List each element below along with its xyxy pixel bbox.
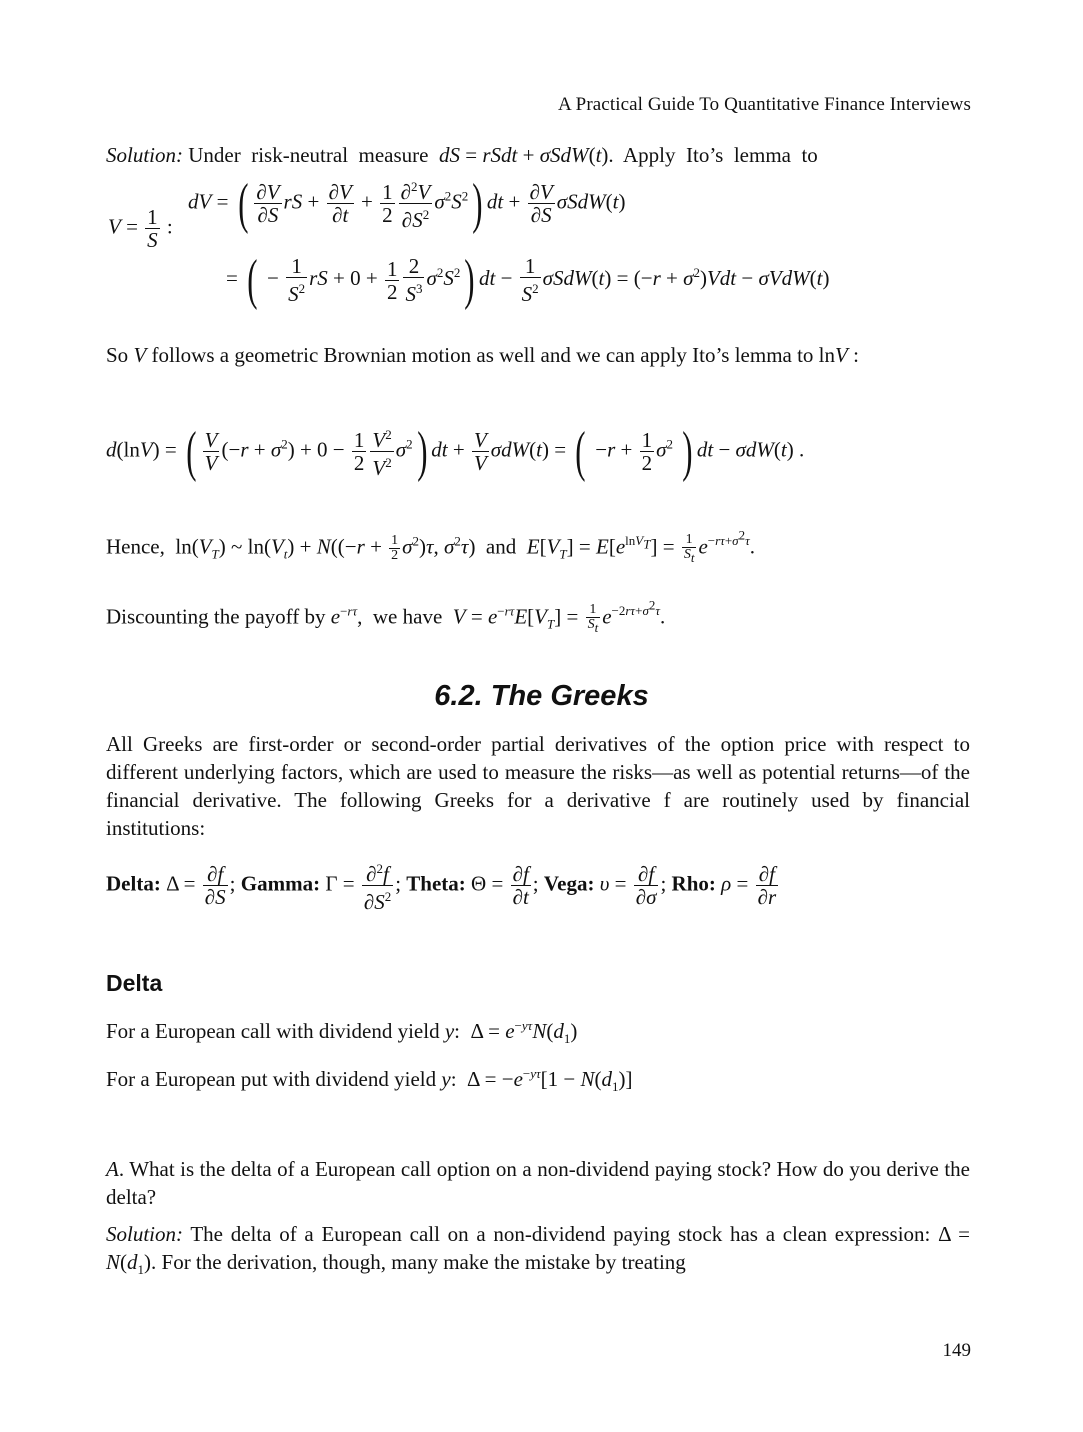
theta-label: Theta: bbox=[406, 871, 466, 896]
delta-label: Delta: bbox=[106, 871, 161, 896]
running-header: A Practical Guide To Quantitative Finance Interviews bbox=[558, 94, 971, 115]
ito-equation-line-2: = ( − $\frac{1}{S^2}$ rS + 0 + $\frac{1}{2}$ $\frac{2}{S^3}$ $\sigma^2S^2$) dt − $\frac{1}{S^2}$ $\sigma SdW(t) = (-r + \sigma^2)Vdt - \sigma VdW(t)$ bbox=[226, 249, 830, 311]
page-number: 149 bbox=[942, 1340, 971, 1361]
delta-call-line: For a European call with dividend yield y: $\Delta = e^{-y\tau}N(d_1)$ bbox=[106, 1018, 578, 1047]
discount-line: Discounting the payoff by $e^{-r\tau}$, we have $V = e^{-r\tau}E[V_T]$ = $\frac{1}{S_t}$ $e^{-2r\tau+\sigma^2\tau}$. bbox=[106, 598, 666, 635]
hence-line: Hence, $\ln(V_T)$ ~ $\ln(V_t) + N((-r$ + $\frac{1}{2}$ $\sigma^2)\tau$, $\sigma^2\tau$) and $E[V_T] = E[e^{lnV_T}]$ = $\frac{1}{S_t}$ $e^{-r\tau+\sigma^2\tau}$. bbox=[106, 528, 755, 565]
question-a: A. What is the delta of a European call option on a non-dividend paying stock? How do you derive the delta? bbox=[106, 1157, 970, 1209]
greeks-intro: All Greeks are first-order or second-order partial derivatives of the option price with respect to different underlying factors, which are used to measure the risks—as well as potential returns—of the financial derivative. The following Greeks for a derivative f are routinely used by financial institutions: bbox=[106, 732, 970, 840]
solution-label: Solution: bbox=[106, 143, 183, 167]
solution-a-label: Solution: bbox=[106, 1222, 183, 1246]
ito-equation-line-1: dV = ( $\frac{\partial V}{\partial S}$ rS + $\frac{\partial V}{\partial t}$ + $\frac{1}{2}$ $\frac{\partial^2V}{\partial S^2}$ $\sigma^2S^2$) dt + $\frac{\partial V}{\partial S}$ σSdW(t) bbox=[188, 172, 626, 235]
vega-label: Vega: bbox=[543, 871, 595, 896]
solution-a: Solution: The delta of a European call on a non-dividend paying stock has a clean expression: $\Delta = N(d_1)$. For the derivation, though, many make the mistake by treating bbox=[106, 1222, 970, 1278]
section-title: 6.2. The Greeks bbox=[434, 680, 649, 712]
v-definition: V = $\frac{1}{S}$ : bbox=[108, 205, 173, 252]
gamma-label: Gamma: bbox=[240, 871, 321, 896]
rho-label: Rho: bbox=[671, 871, 716, 896]
hence-label: Hence, bbox=[106, 534, 165, 559]
delta-put-line: For a European put with dividend yield y: $\Delta = -e^{-y\tau}[1 - N(d_1)]$ bbox=[106, 1066, 633, 1095]
greeks-definitions: Delta: Δ = $\frac{\partial f}{\partial S}$ ; Gamma: Γ = $\frac{\partial^2f}{\partial S^2}$ ; Theta: Θ = $\frac{\partial f}{\partial t}$ ; Vega: υ = $\frac{\partial f}{\partial\sigma}$ ; Rho: ρ = $\frac{\partial f}{\partial r}$ bbox=[106, 858, 780, 913]
solution-intro: Solution: Under risk-neutral measure dS = rSdt + σSdW(t). Apply Ito’s lemma to bbox=[106, 143, 818, 167]
dlnv-equation: d(lnV) = ( $\frac{V}{V}$ $(-r + \sigma^2) + 0$ − $\frac{1}{2}$ $\frac{V^2}{V^2}$ $\sigma^2$) dt + $\frac{V}{V}$ σdW(t) = ( −r + $\frac{1}{2}$ $\sigma^2$ ) dt − σdW(t) . bbox=[106, 420, 805, 483]
gbm-paragraph: So V follows a geometric Brownian motion as well and we can apply Ito’s lemma to lnV : bbox=[106, 343, 859, 367]
delta-heading: Delta bbox=[106, 970, 163, 996]
